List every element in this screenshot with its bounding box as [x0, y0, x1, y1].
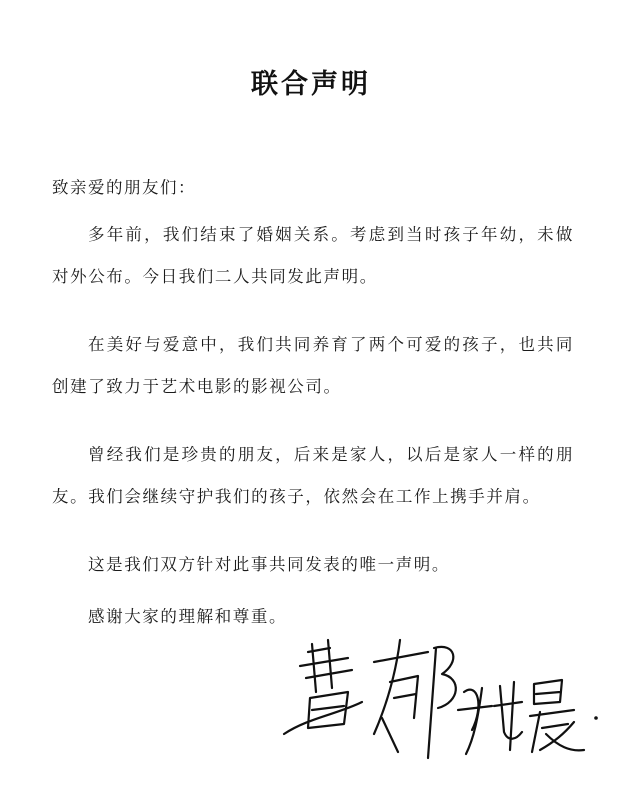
paragraph-4: 这是我们双方针对此事共同发表的唯一声明。 — [88, 555, 450, 574]
paragraph-2: 在美好与爱意中，我们共同养育了两个可爱的孩子，也共同创建了致力于艺术电影的影视公司。 — [52, 335, 574, 396]
document-title: 联合声明 — [251, 69, 371, 100]
handwritten-signature — [278, 622, 608, 772]
salutation: 致亲爱的朋友们： — [52, 178, 196, 197]
signature-drawing — [278, 622, 608, 772]
paragraph-3: 曾经我们是珍贵的朋友，后来是家人，以后是家人一样的朋友。我们会继续守护我们的孩子，依然会在工作上携手并肩。 — [52, 445, 574, 506]
statement-body — [52, 214, 574, 638]
paragraph-1: 多年前，我们结束了婚姻关系。考虑到当时孩子年幼，未做对外公布。今日我们二人共同发此声明。 — [52, 225, 574, 286]
paragraph-5: 感谢大家的理解和尊重。 — [88, 607, 288, 626]
